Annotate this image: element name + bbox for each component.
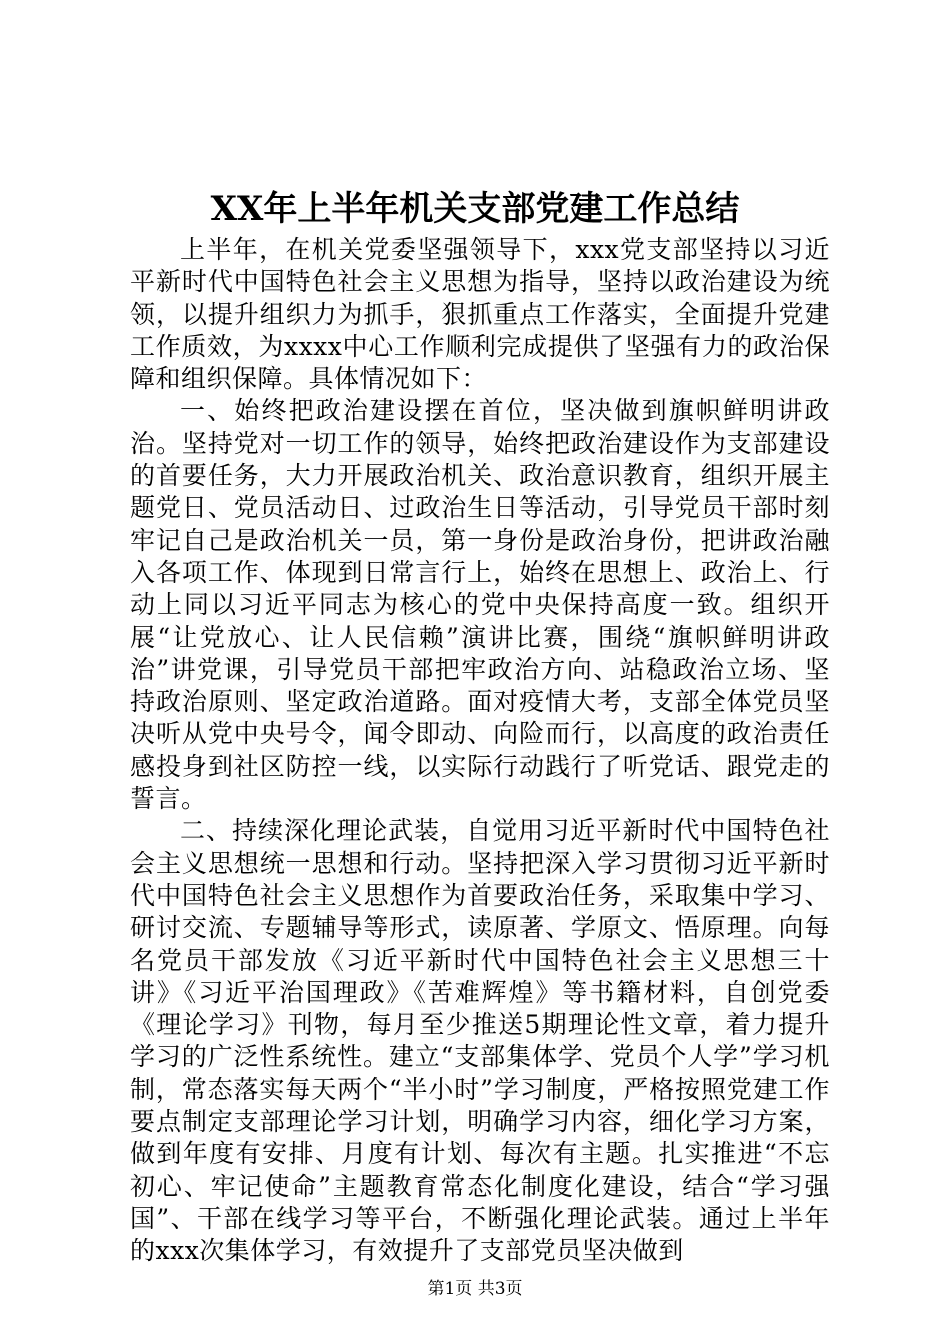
page-number-footer: 第1页 共3页 — [427, 1279, 523, 1299]
document-title: XX年上半年机关支部党建工作总结 — [210, 189, 740, 229]
paragraph-intro: 上半年，在机关党委坚强领导下，xxx党支部坚持以习近平新时代中国特色社会主义思想为指导，坚持以政治建设为统领，以提升组织力为抓手，狠抓重点工作落实，全面提升党建工作质效，为xxxx中心工作顺利完成提供了坚强有力的政治保障和组织保障。具体情况如下： — [130, 235, 830, 394]
paragraph-section-2: 二、持续深化理论武装，自觉用习近平新时代中国特色社会主义思想统一思想和行动。坚持把深入学习贯彻习近平新时代中国特色社会主义思想作为首要政治任务，采取集中学习、研讨交流、专题辅导等形式，读原著、学原文、悟原理。向每名党员干部发放《习近平新时代中国特色社会主义思想三十讲》《习近平治国理政》《苦难辉煌》等书籍材料，自创党委《理论学习》刊物，每月至少推送5期理论性文章，着力提升学习的广泛性系统性。建立“支部集体学、党员个人学”学习机制，常态落实每天两个“半小时”学习制度，严格按照党建工作要点制定支部理论学习计划，明确学习内容，细化学习方案，做到年度有安排、月度有计划、每次有主题。扎实推进“不忘初心、牢记使命”主题教育常态化制度化建设，结合“学习强国”、干部在线学习等平台，不断强化理论武装。通过上半年的xxx次集体学习，有效提升了支部党员坚决做到 — [130, 816, 830, 1266]
document-body — [130, 234, 830, 1268]
paragraph-section-1: 一、始终把政治建设摆在首位，坚决做到旗帜鲜明讲政治。坚持党对一切工作的领导，始终把政治建设作为支部建设的首要任务，大力开展政治机关、政治意识教育，组织开展主题党日、党员活动日、过政治生日等活动，引导党员干部时刻牢记自己是政治机关一员，第一身份是政治身份，把讲政治融入各项工作、体现到日常言行上，始终在思想上、政治上、行动上同以习近平同志为核心的党中央保持高度一致。组织开展“让党放心、让人民信赖”演讲比赛，围绕“旗帜鲜明讲政治”讲党课，引导党员干部把牢政治方向、站稳政治立场、坚持政治原则、坚定政治道路。面对疫情大考，支部全体党员坚决听从党中央号令，闻令即动、向险而行，以高度的政治责任感投身到社区防控一线，以实际行动践行了听党话、跟党走的誓言。 — [130, 396, 830, 814]
